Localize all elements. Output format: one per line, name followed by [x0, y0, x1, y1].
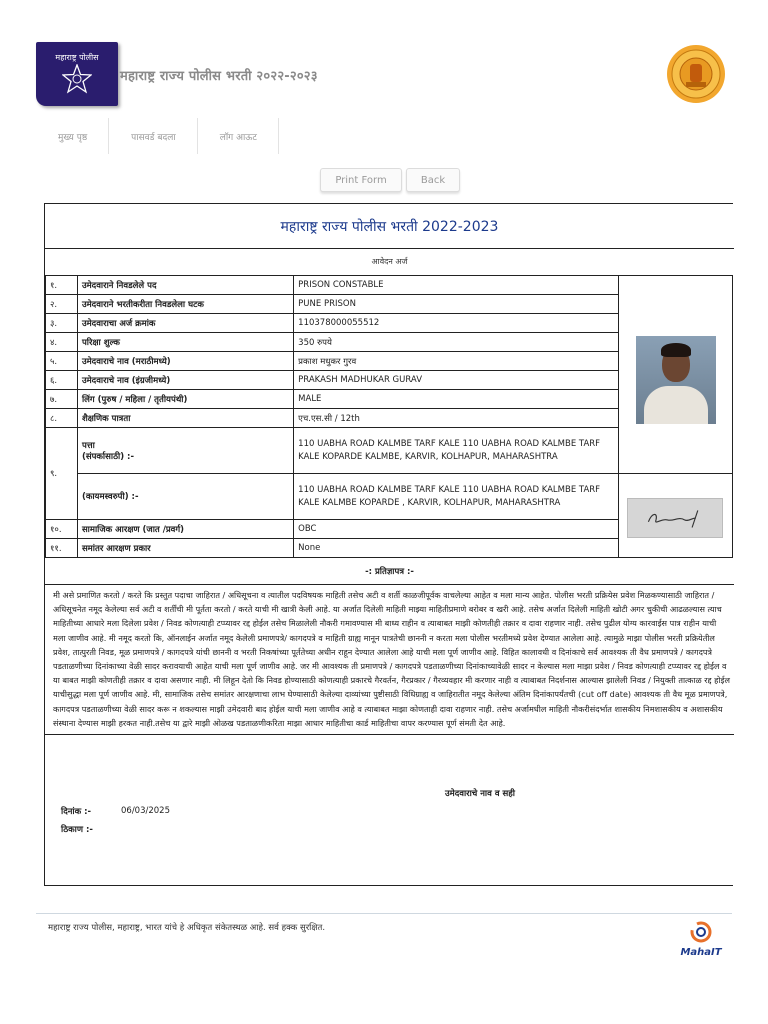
field-value: MALE	[294, 390, 619, 409]
form-subtitle: आवेदन अर्ज	[371, 257, 408, 266]
nav-change-password[interactable]: पासवर्ड बदला	[109, 118, 198, 154]
signature-label: उमेदवाराचे नाव व सही	[445, 789, 515, 799]
field-value: एच.एस.सी / 12th	[294, 409, 619, 428]
police-star-icon	[62, 64, 92, 94]
form-title: महाराष्ट्र राज्य पोलीस भरती 2022-2023	[45, 204, 734, 249]
print-form-button[interactable]: Print Form	[320, 168, 402, 192]
row-number: ११.	[46, 539, 78, 558]
row-number: ५.	[46, 352, 78, 371]
row-number: ९.	[46, 428, 78, 520]
correspondence-address-value: 110 UABHA ROAD KALMBE TARF KALE 110 UABHA ROAD KALMBE TARF KALE KOPARDE KALMBE, KARVIR, KOLHAPUR, MAHARASHTRA	[294, 428, 619, 474]
field-label: उमेदवाराचे नाव (इंग्रजीमध्ये)	[77, 371, 293, 390]
field-value: PUNE PRISON	[294, 295, 619, 314]
application-form	[44, 203, 733, 886]
field-value: PRISON CONSTABLE	[294, 276, 619, 295]
nav-home[interactable]: मुख्य पृष्ठ	[36, 118, 109, 154]
date-label: दिनांक :-	[61, 807, 92, 817]
main-nav	[36, 118, 279, 154]
permanent-address-value: 110 UABHA ROAD KALMBE TARF KALE 110 UABHA ROAD KALMBE TARF KALE KALMBE KOPARDE , KARVIR, KOLHAPUR, MAHARASHTRA	[294, 474, 619, 520]
photo-cell	[619, 276, 733, 474]
field-label: समांतर आरक्षण प्रकार	[77, 539, 293, 558]
footer-copyright: महाराष्ट्र राज्य पोलीस, महाराष्ट्र, भारत यांचे हे अधिकृत संकेतस्थळ आहे. सर्व हक्क सुरक्षित.	[48, 923, 326, 933]
back-button[interactable]: Back	[406, 168, 460, 192]
field-value: 350 रुपये	[294, 333, 619, 352]
field-value: 110378000055512	[294, 314, 619, 333]
field-label: शैक्षणिक पात्रता	[77, 409, 293, 428]
permanent-address-label: (कायमस्वरुपी) :-	[77, 474, 293, 520]
applicant-photo	[636, 336, 716, 424]
nav-logout[interactable]: लॉग आऊट	[198, 118, 279, 154]
field-value: प्रकाश मधुकर गुरव	[294, 352, 619, 371]
field-label: परिक्षा शुल्क	[77, 333, 293, 352]
row-number: २.	[46, 295, 78, 314]
field-value: PRAKASH MADHUKAR GURAV	[294, 371, 619, 390]
correspondence-address-label: पत्ता (संपर्कासाठी) :-	[77, 428, 293, 474]
field-value: None	[294, 539, 619, 558]
date-value: 06/03/2025	[121, 806, 170, 816]
row-number: १.	[46, 276, 78, 295]
logo-caption: महाराष्ट्र पोलीस	[55, 53, 99, 62]
field-label: उमेदवाराचा अर्ज क्रमांक	[77, 314, 293, 333]
field-label: लिंग (पुरुष / महिला / तृतीयपंथी)	[77, 390, 293, 409]
table-row	[46, 276, 733, 295]
row-number: ४.	[46, 333, 78, 352]
field-value: OBC	[294, 520, 619, 539]
mahait-logo-text: MahaIT	[680, 947, 722, 958]
row-number: ८.	[46, 409, 78, 428]
maharashtra-state-emblem-icon	[666, 44, 726, 104]
field-label: सामाजिक आरक्षण (जात /प्रवर्ग)	[77, 520, 293, 539]
site-title: महाराष्ट्र राज्य पोलीस भरती २०२२-२०२३	[120, 69, 318, 84]
maharashtra-police-logo	[36, 42, 118, 106]
place-label: ठिकाण :-	[61, 825, 93, 835]
field-label: उमेदवाराने निवडलेले पद	[77, 276, 293, 295]
row-number: ३.	[46, 314, 78, 333]
field-label: उमेदवाराचे नाव (मराठीमध्ये)	[77, 352, 293, 371]
row-number: ६.	[46, 371, 78, 390]
applicant-signature	[627, 498, 723, 538]
footer-divider	[36, 913, 732, 914]
row-number: ७.	[46, 390, 78, 409]
field-label: उमेदवाराने भरतीकरीता निवडलेला घटक	[77, 295, 293, 314]
row-number: १०.	[46, 520, 78, 539]
declaration-title: -: प्रतिज्ञापत्र :-	[365, 567, 414, 577]
action-buttons	[320, 168, 460, 192]
declaration-text: मी असे प्रमाणित करतो / करते कि प्रस्तुत पदाचा जाहिरात / अधिसूचना व त्यातील पदविषयक माहिती तसेच अटी व शर्ती काळजीपूर्वक वाचलेल्या आहेत व मला मान्य आहेत. पोलीस भरती प्रक्रियेस प्रवेश मिळकण्यासाठी जाहिरात / अधिसूचनेत नमूद केलेल्या सर्व अटी व शर्तींची मी पूर्तता करतो / करते याची मी खात्री केली आहे. या अर्जात दिलेली माहिती माझ्या माहितीप्रमाणे बरोबर व खरी आहे. तसेच अर्जात दिलेली माहिती खोटी अगर चुकीची आढळल्यास त्याच माहितीच्या आधारे मला दिलेला प्रवेश / निवड कोणत्याही टप्प्यावर रद्द होईल तसेच मिळालेली नौकरी गमावण्यास मी बाध्य राहीन व त्याबाबत माझी कोणतीही तक्रार व दावा राहणार नाही. तसेच पुढील योग्य कारवाईस पात्र राहीन याची मला जाणीव आहे. मी नमूद करतो कि, ऑनलाईन अर्जात नमूद केलेली प्रमाणपत्रे/ कागदपत्रे व माहिती ग्राह्य मानून पात्रतेची छाननी न करता मला पोलीस भरतीमध्ये प्रवेश देण्यात आलेला आहे. त्यामुळे माझा पोलीस भरती प्रक्रियेतील प्रवेश, तात्पुरती निवड, मूळ प्रमाणपत्रे / कागदपत्रे यांची छाननी व भरती निकषांच्या पूर्ततेच्या अधीन राहून देण्यात आलेला आहे याची मला पूर्ण जाणीव आहे. विहित कालावधी व दिनांकाचे सर्व आवश्यक ती वैध प्रमाणपत्रे / कागदपत्रे पडताळणीच्या दिनांकाच्या वेळी सादर करावयाची आहेत याची मला पूर्ण जाणीव आहे. जर मी आवश्यक ती प्रमाणपत्रे / कागदपत्रे पडताळणीच्या दिनांकाच्यावेळी सादर न केल्यास मला माझा प्रवेश / निवड कोणत्याही टप्प्यावर रद्द होईल व या बाबत माझी कोणतीही तक्रार व दावा असणार नाही. मी लिहून देतो कि निवड होण्यासाठी कोणत्याही प्रकारचे गैरवर्तन, गैरप्रकार / गैरव्यवहार मी करणार नाही व त्याबाबत निदर्शनास आल्यास झालेली निवड / नियुक्ती तात्काळ रद्द होईल याचीसुद्धा मला पूर्ण जाणीव आहे. मी, सामाजिक तसेच समांतर आरक्षणाचा लाभ घेण्यासाठी केलेल्या दाव्यांच्या पुष्टीसाठी विधिग्राह्य व जाहिरातीत नमूद केलेल्या अंतिम दिनांकापर्यंतची (cut off date) आवश्यक ती वैध मूळ प्रमाणपत्रे, कागदपत्र पडताळणीच्या वेळी सादर करू न शकल्यास माझी उमेदवारी बाद होईल याची मला जाणीव आहे व त्याबाबत माझा कोणताही दावा राहणार नाही. तसेच अर्जामधील माहिती नौकरीसंदर्भात शासकीय निमशासकीय व अशासकीय संस्थाना देण्यास माझी हरकत नाही.तसेच या द्वारे माझी ओळख पडताळणीकरिता माझा आधार माहितीचा कार्ड माहितीचा वापर करण्यास पूर्ण संमती देत आहे.	[45, 584, 734, 735]
